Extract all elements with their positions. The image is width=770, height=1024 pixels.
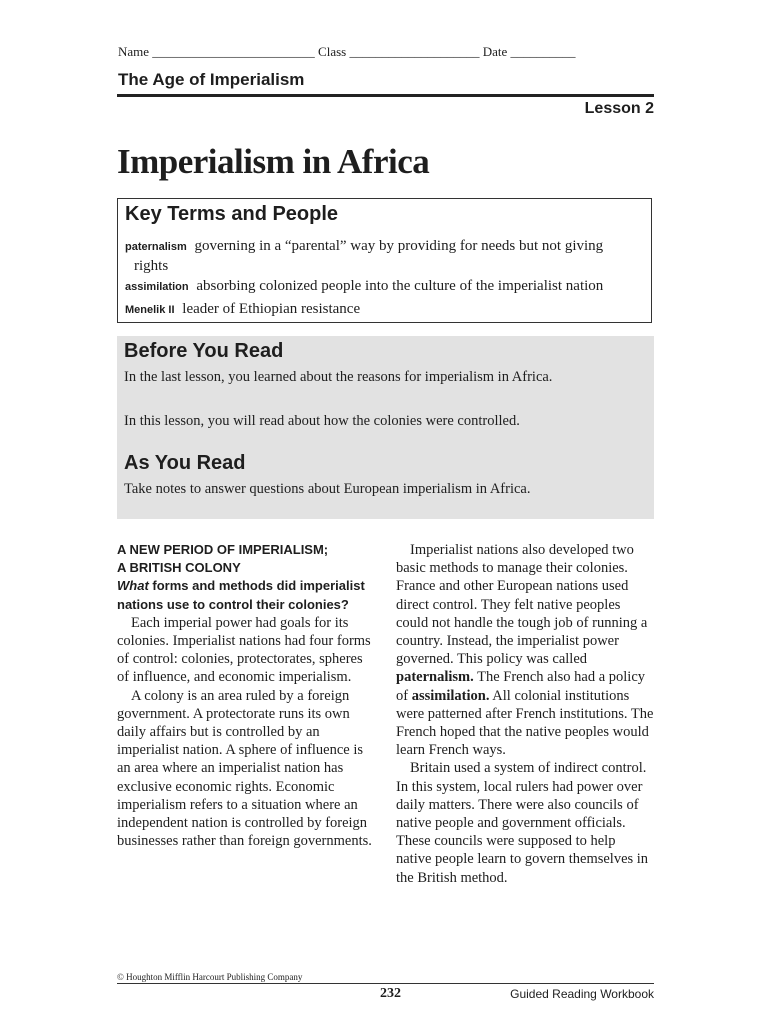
copyright-notice: © Houghton Mifflin Harcourt Publishing Company (117, 972, 303, 982)
as-you-read-heading: As You Read (124, 452, 246, 474)
body-paragraph: A colony is an area ruled by a foreign government. A protectorate runs its own daily affairs but is controlled by an imperialist nation. A sphere of influence is an area where an imperialist nation has exclusive economic rights. Economic imperialism refers to a situation where an independent nation is controlled by foreign businesses rather than foreign governments. (117, 687, 372, 850)
workbook-name: Guided Reading Workbook (510, 987, 654, 1001)
guiding-question: What forms and methods did imperialist nations use to control their colonies? (117, 578, 365, 612)
body-paragraph: Imperialist nations also developed two basic methods to manage their colonies. France and other European nations used direct control. They felt native peoples could not handle the tough job of running a country. Instead, the imperialist power governed. This policy was called paternalism. The French also had a policy of assimilation. All colonial institutions were patterned after French institutions. The French hoped that the native peoples would learn French ways. (396, 542, 654, 759)
key-terms-heading: Key Terms and People (125, 203, 339, 225)
body-paragraph: Each imperial power had goals for its colonies. Imperialist nations had four forms of control: colonies, protectorates, spheres of influence, and economic imperialism. (117, 614, 371, 686)
term-label: assimilation (125, 281, 189, 293)
key-term-paternalism (125, 237, 645, 276)
as-you-read-text: Take notes to answer questions about European imperialism in Africa. (124, 481, 531, 497)
reading-guide-panel (117, 336, 654, 519)
section-heading: A NEW PERIOD OF IMPERIALISM; A BRITISH COLONY (117, 542, 329, 576)
title-divider (117, 94, 654, 97)
key-term-highlight: assimilation. (411, 687, 490, 704)
term-label: Menelik II (125, 304, 175, 316)
unit-title: The Age of Imperialism (118, 70, 305, 89)
term-definition: governing in a “parental” way by providing for needs but not giving (194, 238, 604, 254)
key-terms-box (117, 198, 652, 323)
key-term-assimilation (125, 277, 645, 297)
student-info-fields: Name _________________________ Class ____________________ Date __________ (118, 44, 576, 59)
lesson-label: Lesson 2 (584, 100, 654, 117)
key-term-highlight: paternalism. (396, 669, 474, 686)
page-number: 232 (380, 986, 401, 1001)
body-paragraph: Britain used a system of indirect control. In this system, local rulers had power over daily matters. There were also councils of native people and government officials. These councils were supposed to help native people learn to govern themselves in the British method. (396, 760, 649, 886)
term-label: paternalism (125, 241, 187, 253)
left-column (117, 541, 375, 850)
before-you-read-heading: Before You Read (124, 340, 284, 362)
before-you-read-text-1: In the last lesson, you learned about the reasons for imperialism in Africa. (124, 369, 553, 385)
footer-divider (117, 983, 654, 984)
term-definition-continued: rights (134, 258, 169, 274)
key-term-menelik (125, 300, 645, 320)
term-definition: absorbing colonized people into the culture of the imperialist nation (196, 278, 604, 294)
right-column (396, 541, 654, 887)
term-definition: leader of Ethiopian resistance (182, 301, 361, 317)
page-title: Imperialism in Africa (117, 142, 430, 181)
before-you-read-text-2: In this lesson, you will read about how the colonies were controlled. (124, 413, 520, 429)
